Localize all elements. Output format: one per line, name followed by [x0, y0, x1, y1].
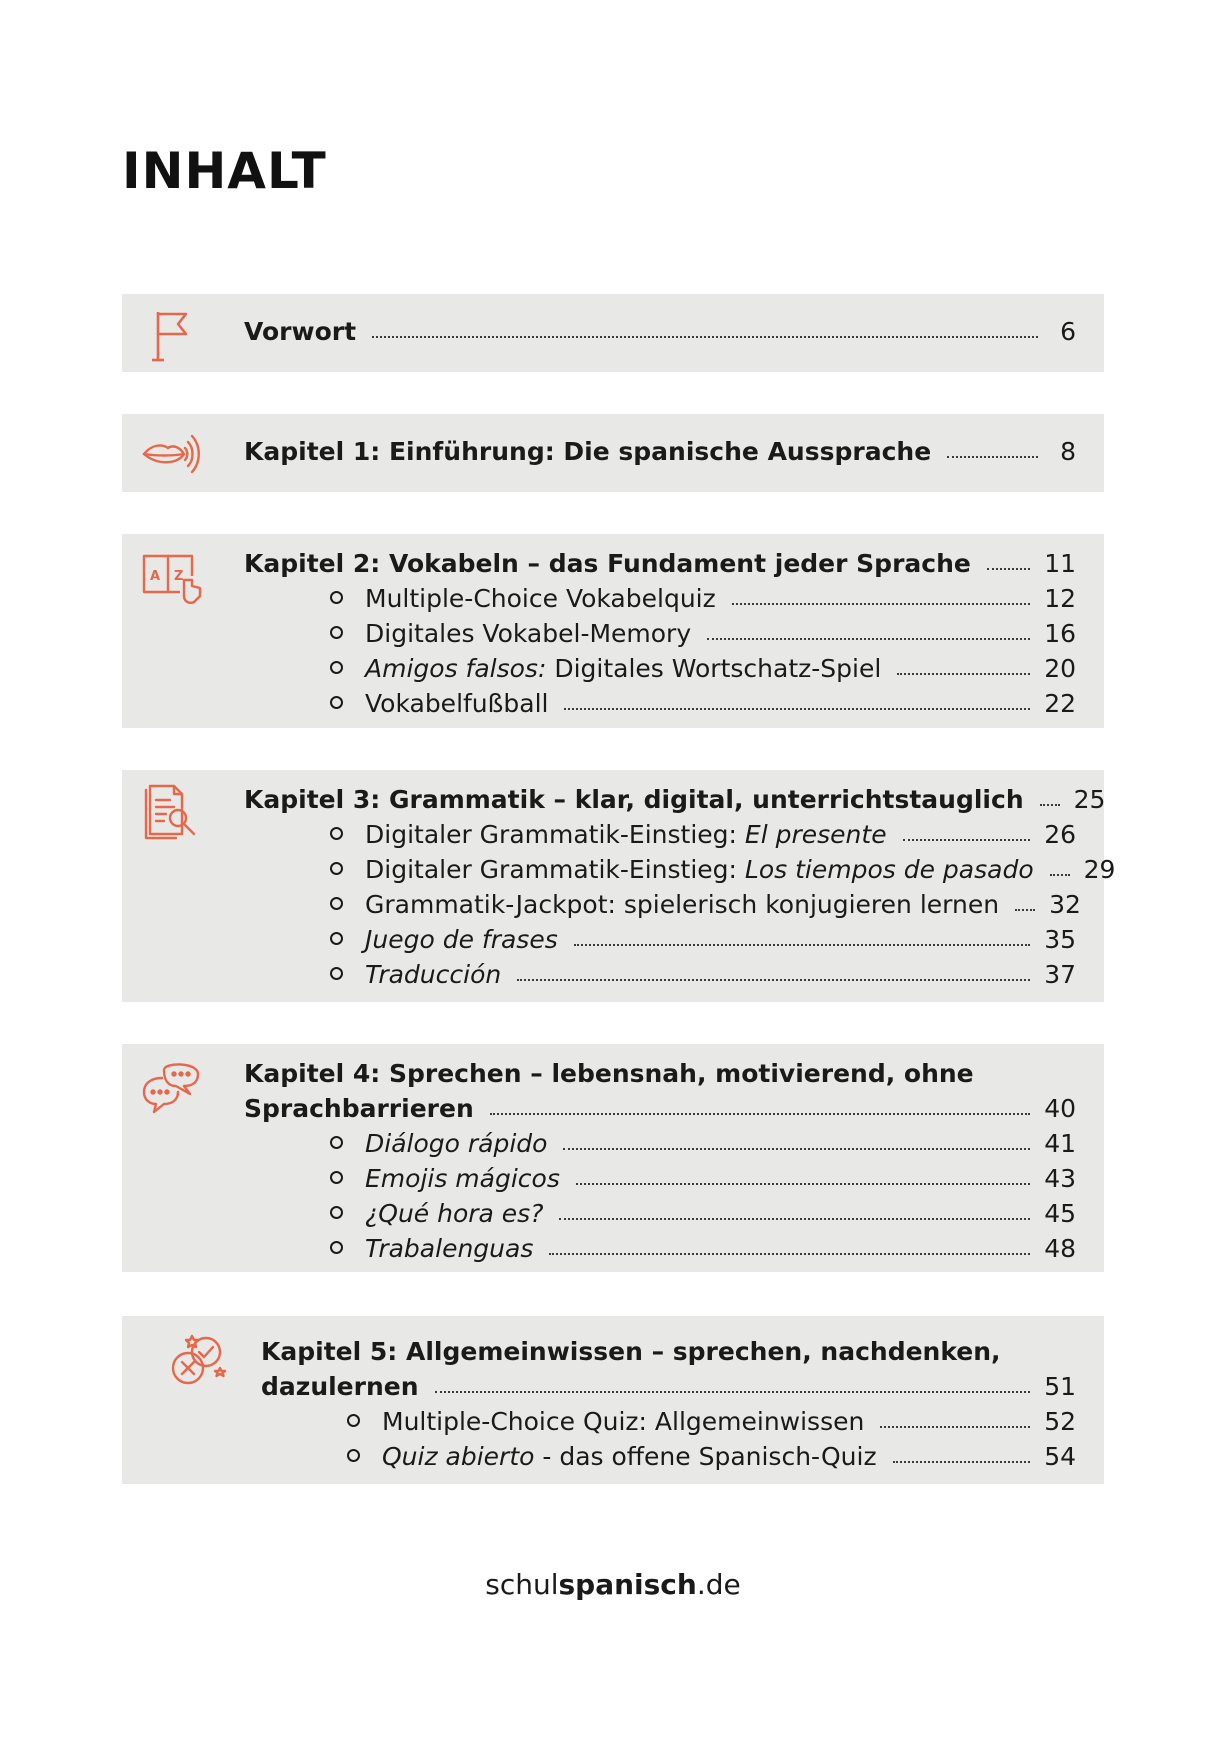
dot-leader: [707, 638, 1030, 640]
svg-text:Z: Z: [174, 569, 184, 584]
entry-title: Kapitel 5: Allgemeinwissen – sprechen, nachdenken,: [261, 1337, 1001, 1366]
toc-subentry[interactable]: [244, 957, 1076, 992]
toc-subentry[interactable]: [244, 1231, 1076, 1266]
page-number: 48: [1044, 1234, 1076, 1263]
toc-section-chapter-3: [122, 770, 1116, 1002]
bullet-circle-icon: [347, 1449, 360, 1462]
page-number: 25: [1073, 785, 1106, 814]
toc-section-chapter-4: [122, 1044, 1104, 1272]
bullet-circle-icon: [330, 827, 343, 840]
dot-leader: [435, 1391, 1031, 1393]
entry-title: Sprachbarrieren: [244, 1094, 474, 1123]
footer-suffix: .de: [696, 1568, 741, 1601]
bullet-circle-icon: [347, 1414, 360, 1427]
toc-entry-chapter-4[interactable]: [244, 1091, 1076, 1126]
bullet-circle-icon: [330, 696, 343, 709]
page-number: 35: [1044, 925, 1076, 954]
entry-text: Digitaler Grammatik-Einstieg:: [365, 855, 745, 884]
footer-website[interactable]: [0, 1568, 1226, 1601]
bullet-circle-icon: [330, 661, 343, 674]
toc-subentry[interactable]: [244, 1161, 1076, 1196]
dot-leader: [563, 1148, 1030, 1150]
toc-content: [244, 1056, 1076, 1266]
toc-subentry[interactable]: [261, 1439, 1076, 1474]
page-number: 22: [1044, 689, 1076, 718]
entry-text-italic: Trabalenguas: [365, 1234, 534, 1263]
page-number: 41: [1044, 1129, 1076, 1158]
bullet-circle-icon: [330, 626, 343, 639]
page-number: 40: [1044, 1094, 1076, 1123]
dot-leader: [947, 456, 1038, 458]
entry-text: Grammatik-Jackpot: spielerisch konjugieren lernen: [365, 890, 1000, 919]
dot-leader: [897, 673, 1030, 675]
toc-subentry[interactable]: [244, 922, 1076, 957]
page-number: 20: [1044, 654, 1076, 683]
page-number: 54: [1044, 1442, 1076, 1471]
toc-section-chapter-1: [122, 414, 1104, 492]
bullet-circle-icon: [330, 862, 343, 875]
entry-text: Digitaler Grammatik-Einstieg:: [365, 820, 745, 849]
entry-text: Multiple-Choice Quiz: Allgemeinwissen: [382, 1407, 865, 1436]
svg-text:A: A: [150, 569, 161, 584]
page-number: 29: [1083, 855, 1116, 884]
page-number: 51: [1044, 1372, 1076, 1401]
entry-text: Digitales Wortschatz-Spiel: [546, 654, 882, 683]
toc-section-chapter-2: [122, 534, 1104, 728]
toc-subentry[interactable]: [244, 852, 1116, 887]
entry-title: Vorwort: [244, 317, 357, 346]
toc-subentry[interactable]: [244, 887, 1081, 922]
footer-prefix: schul: [485, 1568, 559, 1601]
page-number: 12: [1044, 584, 1076, 613]
dot-leader: [1050, 874, 1070, 876]
lips-sound-icon: [140, 422, 202, 484]
dot-leader: [987, 568, 1030, 570]
dot-leader: [1015, 909, 1035, 911]
toc-subentry[interactable]: [244, 1196, 1076, 1231]
bullet-circle-icon: [330, 1241, 343, 1254]
dot-leader: [559, 1218, 1030, 1220]
toc-section-vorwort: [122, 294, 1104, 372]
toc-subentry[interactable]: [244, 686, 1076, 721]
page-title: INHALT: [122, 142, 327, 200]
bullet-circle-icon: [330, 591, 343, 604]
dot-leader: [1040, 804, 1060, 806]
toc-entry-chapter-5[interactable]: [261, 1369, 1076, 1404]
entry-text-italic: Juego de frases: [365, 925, 558, 954]
entry-text: Digitales Vokabel-Memory: [365, 619, 692, 648]
speech-bubbles-icon: [140, 1056, 202, 1118]
toc-entry-chapter-2[interactable]: [244, 546, 1076, 581]
entry-title: Kapitel 4: Sprechen – lebensnah, motivierend, ohne: [244, 1059, 974, 1088]
bullet-circle-icon: [330, 932, 343, 945]
book-az-icon: [140, 546, 202, 608]
dot-leader: [564, 708, 1030, 710]
entry-title: Kapitel 2: Vokabeln – das Fundament jeder Sprache: [244, 549, 971, 578]
entry-text-italic: Diálogo rápido: [365, 1129, 548, 1158]
entry-text-italic: ¿Qué hora es?: [365, 1199, 544, 1228]
dot-leader: [893, 1461, 1031, 1463]
toc-subentry[interactable]: [244, 651, 1076, 686]
bullet-circle-icon: [330, 1171, 343, 1184]
dot-leader: [517, 979, 1030, 981]
bullet-circle-icon: [330, 967, 343, 980]
toc-entry-vorwort[interactable]: [244, 314, 1076, 349]
toc-section-chapter-5: [122, 1316, 1104, 1484]
toc-content: [261, 1334, 1076, 1474]
toc-entry-chapter-4-line1[interactable]: [244, 1056, 1076, 1091]
dot-leader: [732, 603, 1030, 605]
toc-content: [244, 782, 1116, 992]
page-number: 11: [1044, 549, 1076, 578]
page-number: 32: [1049, 890, 1081, 919]
toc-entry-chapter-1[interactable]: [244, 434, 1076, 469]
dot-leader: [490, 1113, 1030, 1115]
toc-subentry[interactable]: [244, 581, 1076, 616]
flag-icon: [140, 304, 202, 366]
entry-text-italic: El presente: [744, 820, 887, 849]
entry-text: - das offene Spanisch-Quiz: [534, 1442, 877, 1471]
bullet-circle-icon: [330, 897, 343, 910]
toc-subentry[interactable]: [244, 616, 1076, 651]
entry-title: Kapitel 1: Einführung: Die spanische Aussprache: [244, 437, 932, 466]
toc-content: [244, 314, 1076, 349]
page-number: 43: [1044, 1164, 1076, 1193]
toc-subentry[interactable]: [261, 1404, 1076, 1439]
toc-subentry[interactable]: [244, 1126, 1076, 1161]
page-number: 26: [1044, 820, 1076, 849]
toc-subentry[interactable]: [244, 817, 1076, 852]
page-number: 45: [1044, 1199, 1076, 1228]
page-number: 16: [1044, 619, 1076, 648]
page-number: 6: [1060, 317, 1076, 346]
dot-leader: [574, 944, 1030, 946]
bullet-circle-icon: [330, 1206, 343, 1219]
page-number: 37: [1044, 960, 1076, 989]
page-number: 8: [1060, 437, 1076, 466]
footer-bold: spanisch: [558, 1568, 697, 1601]
document-search-icon: [140, 780, 202, 842]
dot-leader: [880, 1426, 1030, 1428]
entry-text: Vokabelfußball: [365, 689, 549, 718]
entry-text-italic: Quiz abierto: [382, 1442, 535, 1471]
dot-leader: [372, 336, 1038, 338]
bullet-circle-icon: [330, 1136, 343, 1149]
entry-text-italic: Emojis mágicos: [365, 1164, 560, 1193]
dot-leader: [903, 839, 1031, 841]
toc-entry-chapter-5-line1[interactable]: [261, 1334, 1076, 1369]
dot-leader: [576, 1183, 1030, 1185]
quiz-check-icon: [166, 1330, 228, 1392]
entry-text-italic: Amigos falsos:: [365, 654, 547, 683]
entry-text-italic: Traducción: [365, 960, 502, 989]
entry-title: dazulernen: [261, 1372, 419, 1401]
toc-content: [244, 434, 1076, 469]
toc-entry-chapter-3[interactable]: [244, 782, 1106, 817]
dot-leader: [549, 1253, 1030, 1255]
entry-text: Multiple-Choice Vokabelquiz: [365, 584, 716, 613]
toc-content: [244, 546, 1076, 721]
entry-text-italic: Los tiempos de pasado: [744, 855, 1034, 884]
entry-title: Kapitel 3: Grammatik – klar, digital, unterrichtstauglich: [244, 785, 1024, 814]
page-number: 52: [1044, 1407, 1076, 1436]
